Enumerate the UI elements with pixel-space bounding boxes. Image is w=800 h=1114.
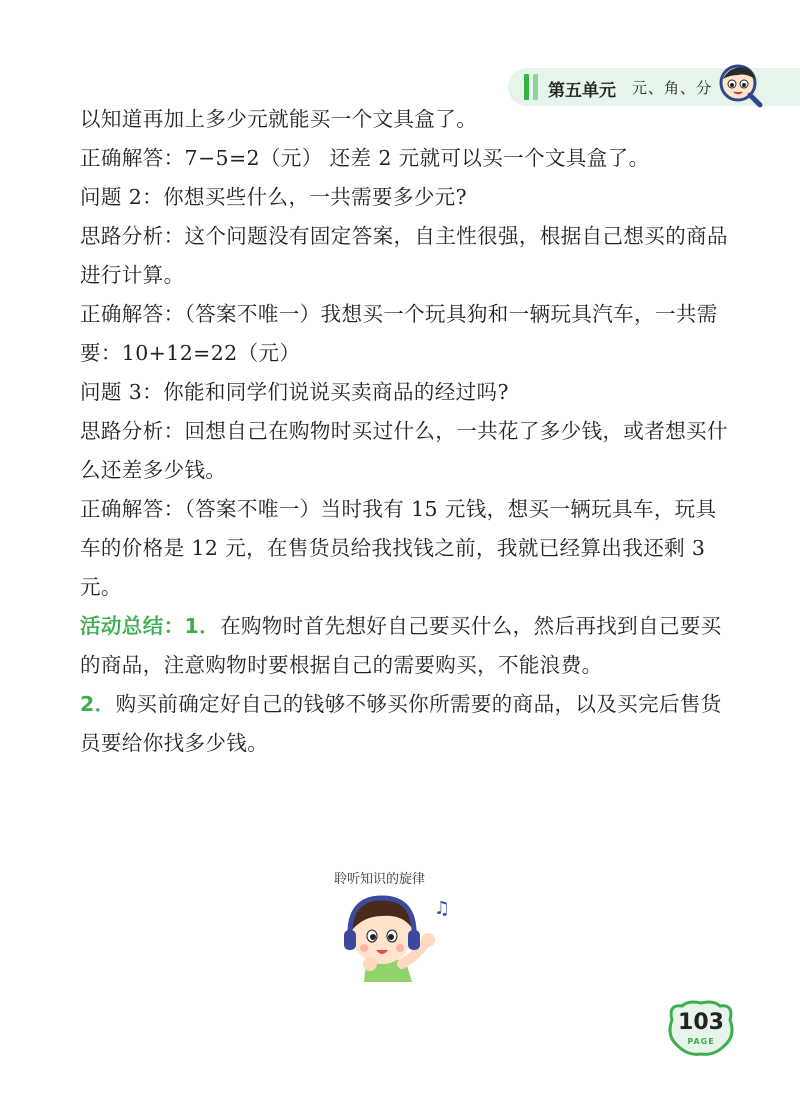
svg-text:♫: ♫ [434,898,451,919]
paragraph: 正确解答：7−5=2（元） 还差 2 元就可以买一个文具盒了。 [80,146,650,170]
unit-subtitle: 元、角、分 [632,79,713,97]
paragraph: 问题 3：你能和同学们说说买卖商品的经过吗? [80,380,509,404]
summary-item-number: 2． [80,692,116,716]
page-word: PAGE [687,1037,715,1046]
unit-title: 第五单元 [548,81,616,101]
paragraph: 正确解答：（答案不唯一）当时我有 15 元钱，想买一辆玩具车，玩具车的价格是 12 元，在售货员给我找钱之前，我就已经算出我还剩 3 元。 [80,497,717,599]
question-label: 问题 2： [80,185,164,209]
summary-item-number: 1． [184,614,221,638]
summary-paragraph: 活动总结：1．在购物时首先想好自己要买什么，然后再找到自己要买的商品，注意购物时要根据自己的需要购买，不能浪费。 [80,614,722,677]
answer-label: 正确解答： [80,497,185,521]
answer-label: 正确解答： [80,302,185,326]
paragraph: 思路分析：回想自己在购物时买过什么，一共花了多少钱，或者想买什么还差多少钱。 [80,419,728,482]
listening-kid-illustration [336,890,460,982]
question-label: 问题 3： [80,380,164,404]
page-body [80,100,730,763]
paragraph: 问题 2：你想买些什么，一共需要多少元? [80,185,468,209]
answer-label: 正确解答： [80,146,185,170]
paragraph: 以知道再加上多少元就能买一个文具盒了。 [80,107,478,131]
paragraph: 思路分析：这个问题没有固定答案，自主性很强，根据自己想买的商品进行计算。 [80,224,728,287]
header-stripes [524,74,538,100]
page-number: 103 [678,1010,724,1035]
summary-paragraph: 2．购买前确定好自己的钱够不够买你所需要的商品，以及买完后售货员要给你找多少钱。 [80,692,722,755]
illustration-caption: 聆听知识的旋律 [334,872,426,887]
summary-label: 活动总结： [80,614,185,638]
analysis-label: 思路分析： [80,419,185,443]
analysis-label: 思路分析： [80,224,185,248]
paragraph: 正确解答：（答案不唯一）我想买一个玩具狗和一辆玩具汽车，一共需要：10+12=22（元） [80,302,718,365]
